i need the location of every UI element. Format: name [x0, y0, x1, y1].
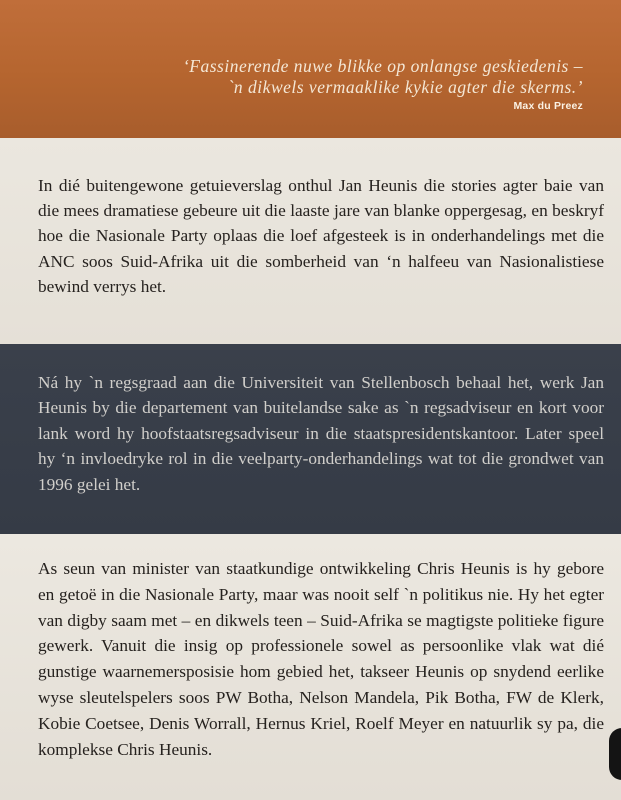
author-bio-paragraph: Ná hy `n regsgraad aan die Universiteit van Stellenbosch behaal het, werk Jan Heunis by die departement van buitelandse sake as `n regsadviseur en kort voor lank word hy hoofstaatsregsadviseur in die staatspresidentskantoor. Later speel hy ‘n invloedryke rol in die veelparty-onderhandelings wat tot die grondwet van 1996 gelei het. — [38, 373, 604, 494]
author-bio-band — [0, 344, 621, 534]
binding-edge-shadow — [609, 728, 621, 780]
quote-line-1: ‘Fassinerende nuwe blikke op onlangse geskiedenis – — [182, 56, 583, 76]
background-paragraph: As seun van minister van staatkundige ontwikkeling Chris Heunis is hy gebore en getoë in die Nasionale Party, maar was nooit self `n politikus nie. Hy het egter van digby saam met – en dikwels teen – Suid-Afrika se magtigste politieke figure gewerk. Vanuit die insig op professionele sowel as persoonlike vlak wat dié gunstige waarnemersposisie hom gebied het, takseer Heunis op snydend eerlike wyse sleutelspelers soos PW Botha, Nelson Mandela, Pik Botha, FW de Klerk, Kobie Coetsee, Denis Worrall, Hernus Kriel, Roelf Meyer en natuurlik sy pa, die komplekse Chris Heunis. — [38, 559, 604, 759]
summary-band — [0, 138, 621, 344]
quote-attribution: Max du Preez — [513, 100, 583, 112]
quote-line-2: `n dikwels vermaaklike kykie agter die skerms.’ — [227, 77, 583, 97]
summary-paragraph: In dié buitengewone getuieverslag onthul Jan Heunis die stories agter baie van die mees dramatiese gebeure uit die laaste jare van blanke oppergesag, en beskryf hoe die Nasionale Party oplaas die loef afgesteek is in onderhandelings met die ANC soos Suid-Afrika uit die somberheid van ‘n halfeeu van Nasionalistiese bewind verrys het. — [38, 176, 604, 296]
quote-band — [0, 0, 621, 138]
background-band — [0, 534, 621, 800]
